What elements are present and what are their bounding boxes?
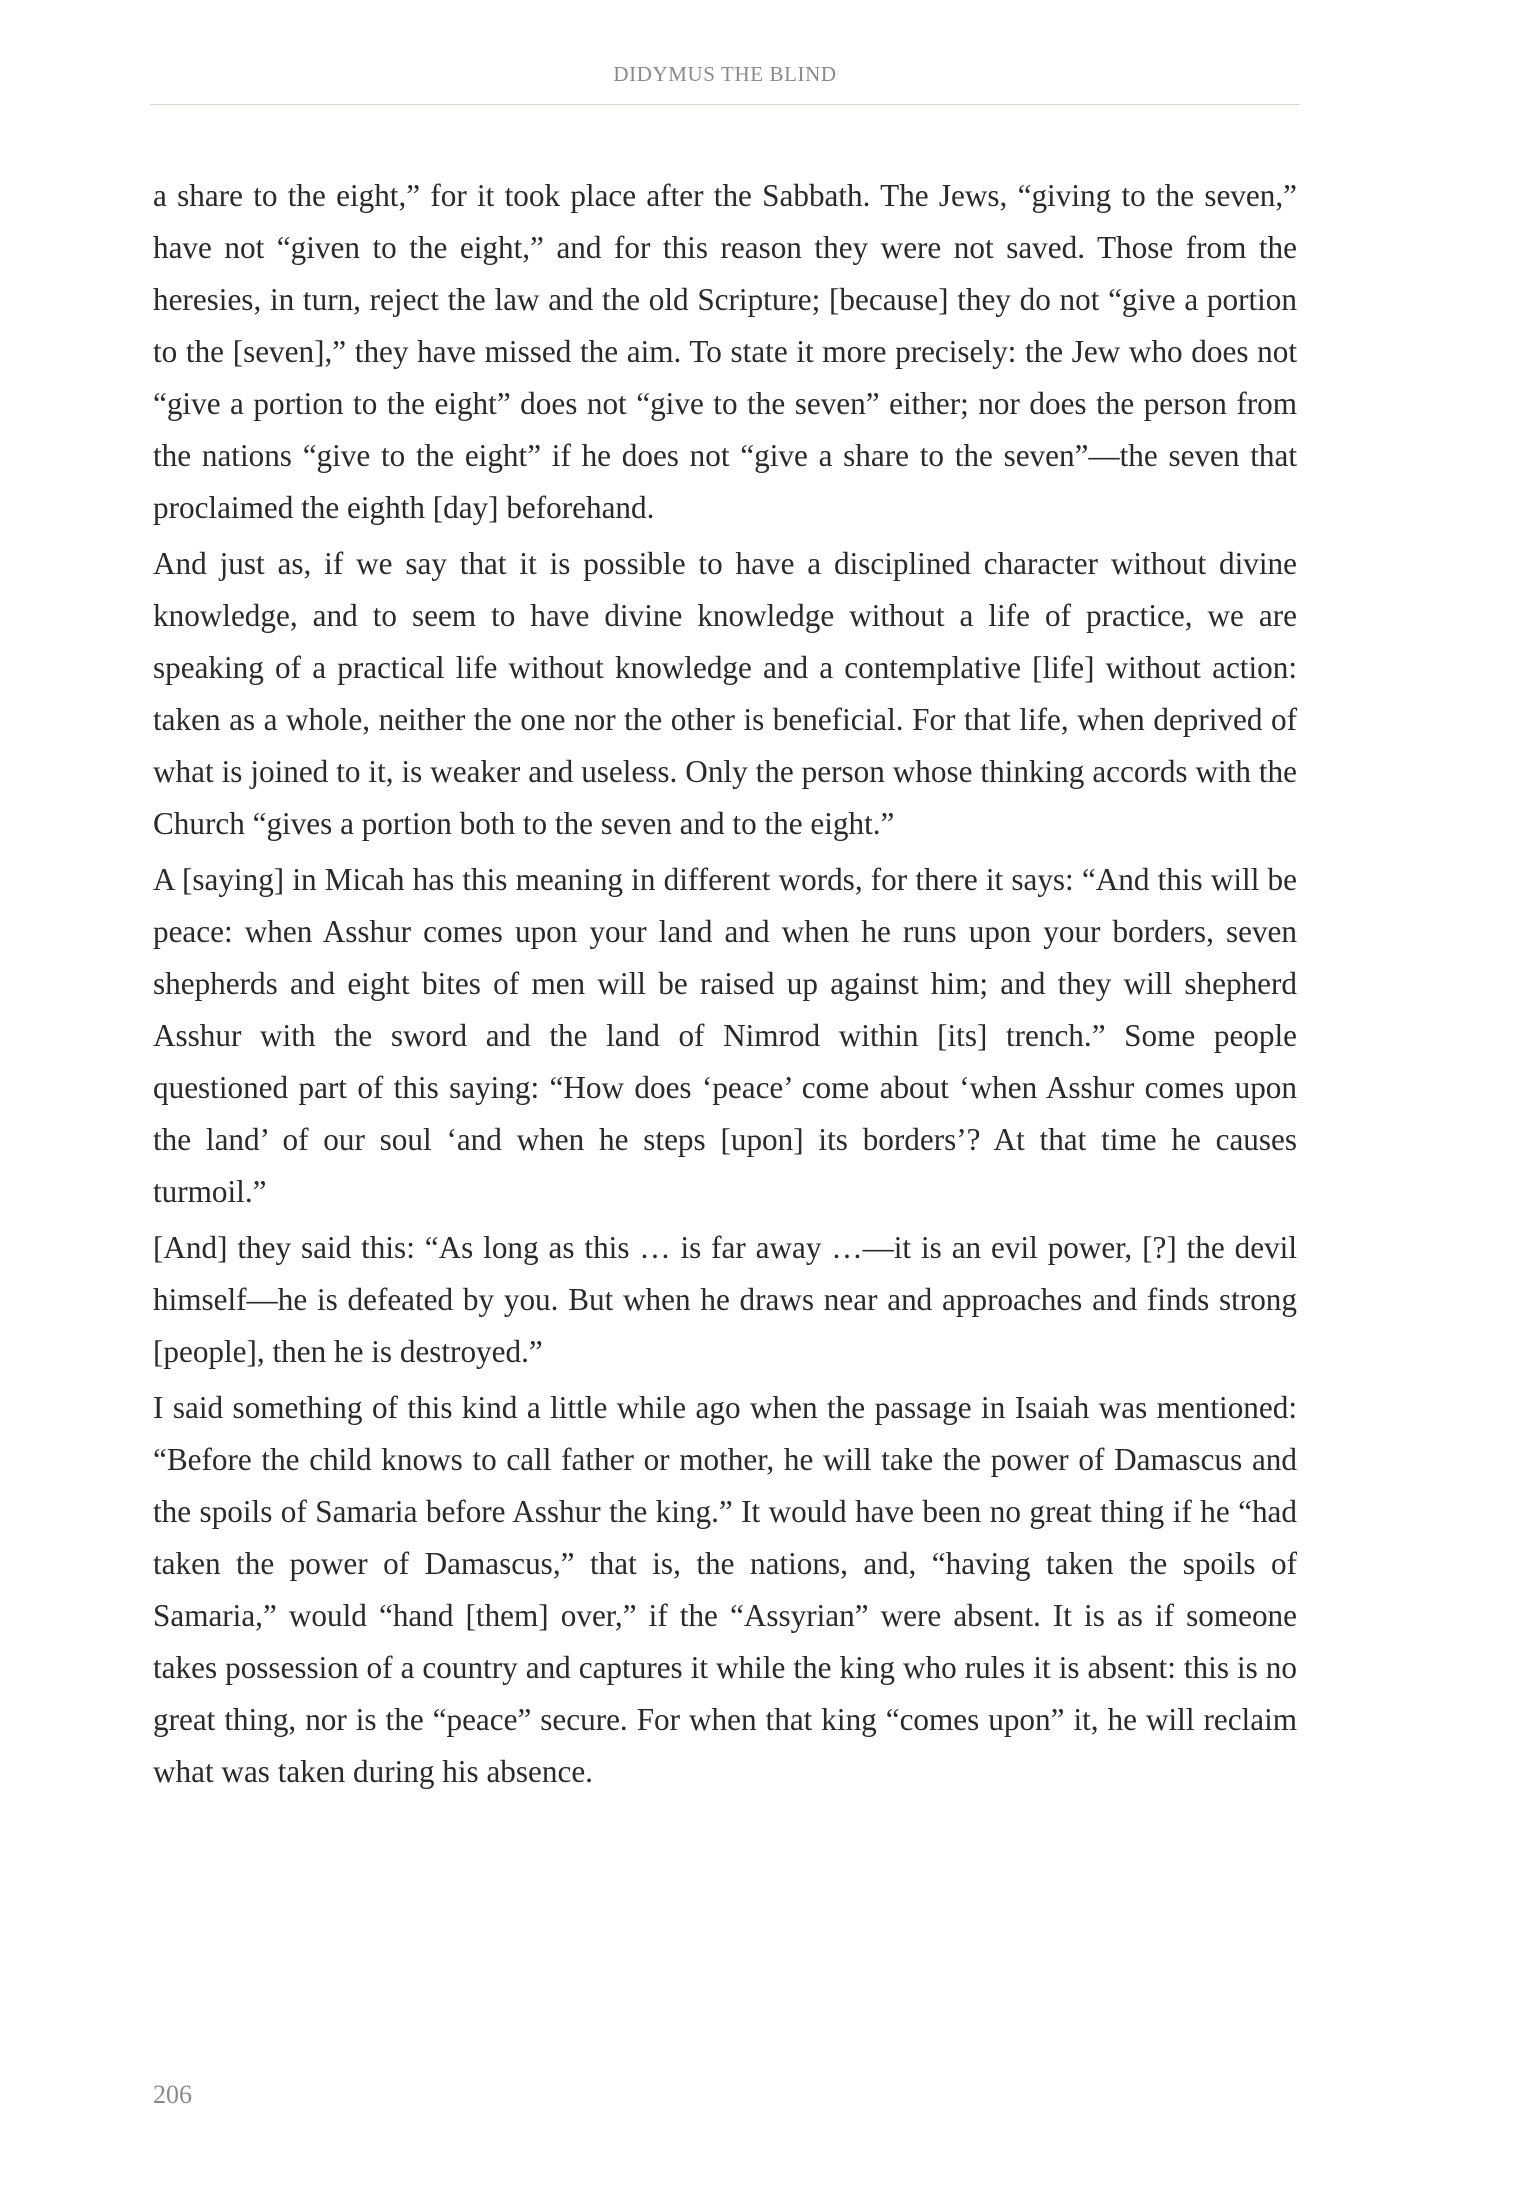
paragraph: A [saying] in Micah has this meaning in different words, for there it says: “And this will be peace: when Asshur comes upon your land and when he runs upon your borders, seven shepherds and eight bites of men will be raised up against him; and they will shepherd Asshur with the sword and the land of Nimrod within [its] trench.” Some people questioned part of this saying: “How does ‘peace’ come about ‘when Asshur comes upon the land’ of our soul ‘and when he steps [upon] its borders’? At that time he causes turmoil.” bbox=[153, 862, 1297, 1209]
paragraph: [And] they said this: “As long as this … is far away …—it is an evil power, [?] the devil himself—he is defeated by you. But when he draws near and approaches and finds strong [people], then he is destroyed.” bbox=[153, 1230, 1297, 1369]
body-text bbox=[153, 170, 1297, 1802]
paragraph: a share to the eight,” for it took place after the Sabbath. The Jews, “giving to the seven,” have not “given to the eight,” and for this reason they were not saved. Those from the heresies, in turn, reject the law and the old Scripture; [because] they do not “give a portion to the [seven],” they have missed the aim. To state it more precisely: the Jew who does not “give a portion to the eight” does not “give to the seven” either; nor does the person from the nations “give to the eight” if he does not “give a share to the seven”—the seven that proclaimed the eighth [day] beforehand. bbox=[153, 178, 1297, 525]
page-number: 206 bbox=[153, 2080, 192, 2109]
paragraph: And just as, if we say that it is possible to have a disciplined character without divine knowledge, and to seem to have divine knowledge without a life of practice, we are speaking of a practical life without knowledge and a contemplative [life] without action: taken as a whole, neither the one nor the other is beneficial. For that life, when deprived of what is joined to it, is weaker and useless. Only the person whose thinking accords with the Church “gives a portion both to the seven and to the eight.” bbox=[153, 546, 1297, 841]
paragraph: I said something of this kind a little while ago when the passage in Isaiah was mentioned: “Before the child knows to call father or mother, he will take the power of Damascus and the spoils of Samaria before Asshur the king.” It would have been no great thing if he “had taken the power of Damascus,” that is, the nations, and, “having taken the spoils of Samaria,” would “hand [them] over,” if the “Assyrian” were absent. It is as if someone takes possession of a country and captures it while the king who rules it is absent: this is no great thing, nor is the “peace” secure. For when that king “comes upon” it, he will reclaim what was taken during his absence. bbox=[153, 1390, 1297, 1789]
header-divider bbox=[150, 104, 1300, 105]
running-head: DIDYMUS THE BLIND bbox=[613, 62, 837, 86]
